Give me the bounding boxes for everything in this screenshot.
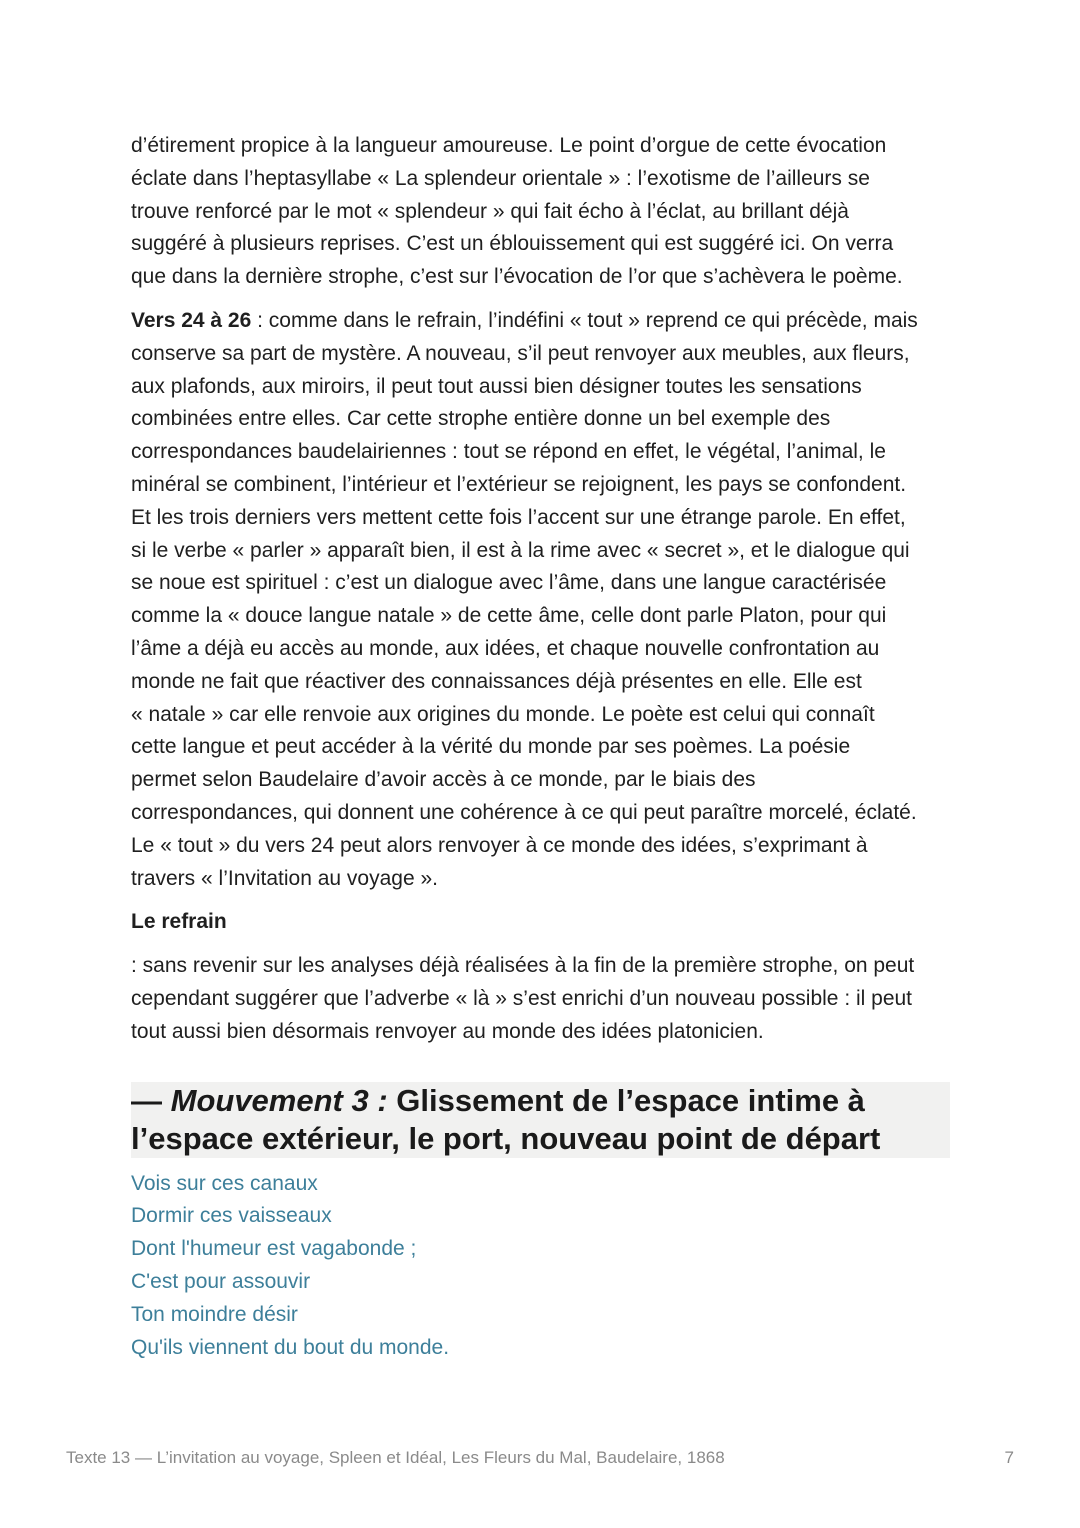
- text-line: Le « tout » du vers 24 peut alors renvoyer à ce monde des idées, s’exprimant à: [131, 833, 868, 857]
- section-heading: [131, 1082, 950, 1158]
- text-line: que dans la dernière strophe, c’est sur l’évocation de l’or que s’achèvera le poème.: [131, 265, 903, 289]
- text-line: Et les trois derniers vers mettent cette fois l’accent sur une étrange parole. En effet,: [131, 505, 906, 529]
- paragraph-evocation: [131, 130, 951, 294]
- page-content: [131, 130, 951, 1364]
- poem-excerpt: [131, 1168, 951, 1365]
- poem-verse: Ton moindre désir: [131, 1302, 298, 1326]
- poem-verse: Dont l'humeur est vagabonde ;: [131, 1237, 417, 1261]
- text-line: l’âme a déjà eu accès au monde, aux idées, et chaque nouvelle confrontation au: [131, 636, 880, 660]
- page-number: 7: [1004, 1448, 1014, 1467]
- text-line: suggéré à plusieurs reprises. C’est un éblouissement qui est suggéré ici. On verra: [131, 232, 894, 256]
- text-line: si le verbe « parler » apparaît bien, il est à la rime avec « secret », et le dialogue qui: [131, 538, 910, 562]
- text-line: permet selon Baudelaire d’avoir accès à ce monde, par le biais des: [131, 768, 756, 792]
- text-line: minéral se combinent, l’intérieur et l’extérieur se rejoignent, les pays se confondent.: [131, 472, 907, 496]
- text-line: travers « l’Invitation au voyage ».: [131, 866, 439, 890]
- text-line: tout aussi bien désormais renvoyer au monde des idées platonicien.: [131, 1019, 764, 1043]
- text-line: cependant suggérer que l’adverbe « là » s’est enrichi d’un nouveau possible : il peut: [131, 986, 913, 1010]
- text-line: correspondances baudelairiennes : tout se répond en effet, le végétal, l’animal, le: [131, 440, 886, 464]
- text-line: se noue est spirituel : c’est un dialogue avec l’âme, dans une langue caractérisée: [131, 571, 887, 595]
- text-line: monde ne fait que réactiver des connaissances déjà présentes en elle. Elle est: [131, 669, 862, 693]
- poem-verse: Qu'ils viennent du bout du monde.: [131, 1335, 450, 1359]
- text-line: aux plafonds, aux miroirs, il peut tout aussi bien désigner toutes les sensations: [131, 374, 862, 398]
- heading-movement-label: Mouvement 3 :: [170, 1082, 388, 1118]
- text-line: éclate dans l’heptasyllabe « La splendeur orientale » : l’exotisme de l’ailleurs se: [131, 166, 870, 190]
- poem-verse: Dormir ces vaisseaux: [131, 1204, 332, 1228]
- text-line: cette langue et peut accéder à la vérité du monde par ses poèmes. La poésie: [131, 735, 851, 759]
- paragraph-lead: Vers 24 à 26: [131, 308, 252, 332]
- page-footer: [66, 1448, 1014, 1468]
- text-line: : sans revenir sur les analyses déjà réalisées à la fin de la première strophe, on peut: [131, 954, 915, 978]
- text-line: d’étirement propice à la langueur amoureuse. Le point d’orgue de cette évocation: [131, 134, 887, 157]
- text-line: « natale » car elle renvoie aux origines du monde. Le poète est celui qui connaît: [131, 702, 875, 726]
- poem-verse: C'est pour assouvir: [131, 1269, 311, 1293]
- paragraph-refrain: [131, 950, 951, 1048]
- heading-line-2: l’espace extérieur, le port, nouveau point de départ: [131, 1120, 881, 1156]
- paragraph-vers-24-26: [131, 305, 951, 895]
- text-line: Vers 24 à 26 : comme dans le refrain, l’indéfini « tout » reprend ce qui précède, mais: [131, 308, 918, 332]
- heading-line-1: — Mouvement 3 : Glissement de l’espace intime à: [131, 1082, 865, 1118]
- text-line: combinées entre elles. Car cette strophe entière donne un bel exemple des: [131, 407, 831, 431]
- refrain-title: Le refrain: [131, 910, 227, 934]
- text-line: conserve sa part de mystère. A nouveau, s’il peut renvoyer aux meubles, aux fleurs,: [131, 341, 910, 365]
- poem-verse: Vois sur ces canaux: [131, 1171, 318, 1195]
- text-line: comme la « douce langue natale » de cette âme, celle dont parle Platon, pour qui: [131, 604, 887, 628]
- text-line: trouve renforcé par le mot « splendeur » qui fait écho à l’éclat, au brillant déjà: [131, 199, 849, 223]
- text-line: correspondances, qui donnent une cohérence à ce qui peut paraître morcelé, éclaté.: [131, 800, 917, 824]
- footer-title: Texte 13 — L’invitation au voyage, Spleen et Idéal, Les Fleurs du Mal, Baudelaire, 1868: [66, 1448, 725, 1467]
